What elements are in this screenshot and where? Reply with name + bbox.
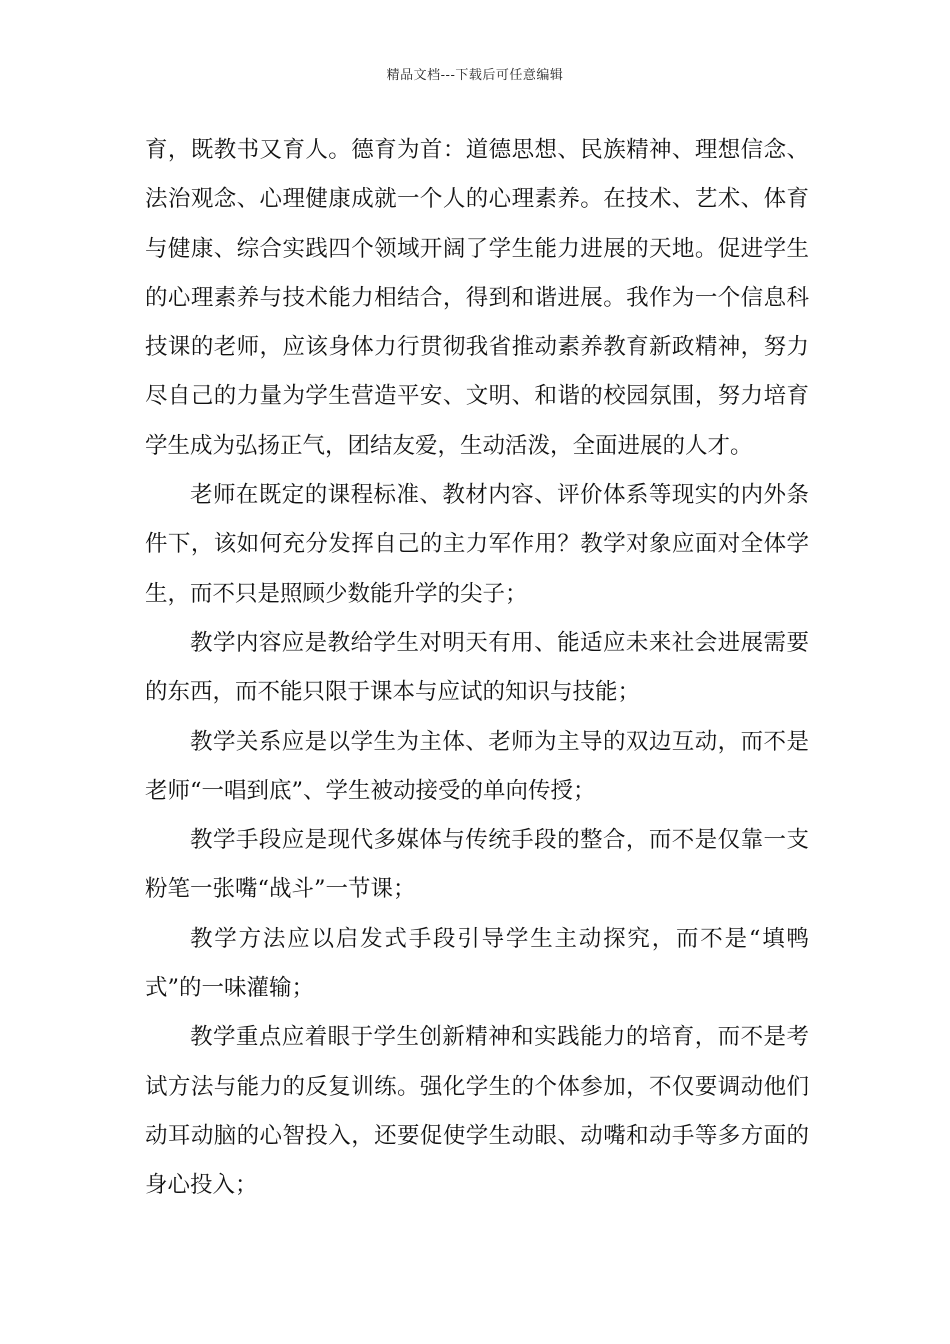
document-body	[145, 126, 809, 1211]
paragraph-teacher-role: 老师在既定的课程标准、教材内容、评价体系等现实的内外条件下，该如何充分发挥自己的主力军作用？教学对象应面对全体学生，而不只是照顾少数能升学的尖子；	[145, 482, 809, 607]
paragraph-teaching-relationship: 教学关系应是以学生为主体、老师为主导的双边互动，而不是老师“一唱到底”、学生被动接受的单向传授；	[145, 728, 809, 804]
paragraph-teaching-means: 教学手段应是现代多媒体与传统手段的整合，而不是仅靠一支粉笔一张嘴“战斗”一节课；	[145, 827, 809, 903]
paragraph-teaching-content: 教学内容应是教给学生对明天有用、能适应未来社会进展需要的东西，而不能只限于课本与应试的知识与技能；	[145, 629, 809, 706]
paragraph-teaching-focus: 教学重点应着眼于学生创新精神和实践能力的培育，而不是考试方法与能力的反复训练。强化学生的个体参加，不仅要调动他们动耳动脑的心智投入，还要促使学生动眼、动嘴和动手等多方面的身心投入；	[145, 1024, 809, 1199]
paragraph-continuation: 育，既教书又育人。德育为首：道德思想、民族精神、理想信念、法治观念、心理健康成就一个人的心理素养。在技术、艺术、体育与健康、综合实践四个领域开阔了学生能力进展的天地。促进学生的心理素养与技术能力相结合，得到和谐进展。我作为一个信息科技课的老师，应该身体力行贯彻我省推动素养教育新政精神，努力尽自己的力量为学生营造平安、文明、和谐的校园氛围，努力培育学生成为弘扬正气，团结友爱，生动活泼，全面进展的人才。	[145, 137, 809, 459]
page-header: 精品文档---下载后可任意编辑	[386, 68, 564, 83]
paragraph-teaching-method: 教学方法应以启发式手段引导学生主动探究，而不是“填鸭式”的一味灌输；	[145, 925, 809, 1002]
